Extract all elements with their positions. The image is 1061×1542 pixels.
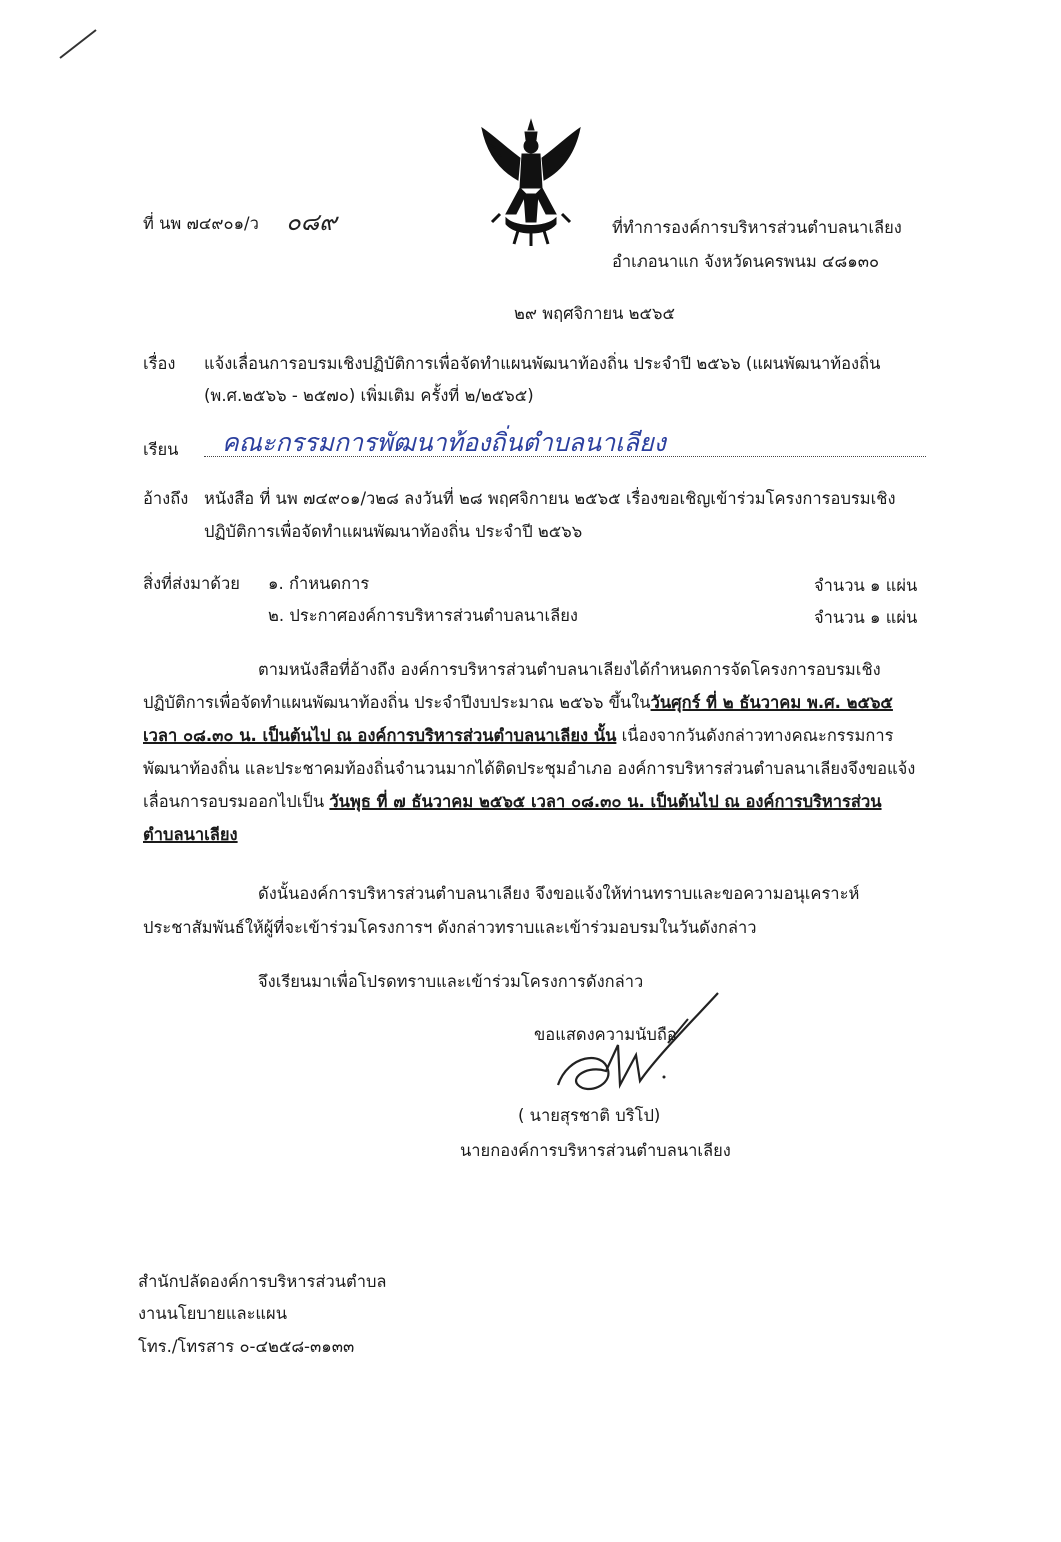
- subject-line2: (พ.ศ.๒๕๖๖ - ๒๕๗๐) เพิ่มเติม ครั้งที่ ๒/๒๕๖๕): [204, 386, 534, 405]
- enclosure-label: สิ่งที่ส่งมาด้วย: [143, 574, 240, 593]
- subject-line1: แจ้งเลื่อนการอบรมเชิงปฏิบัติการเพื่อจัดทำแผนพัฒนาท้องถิ่น ประจำปี ๒๕๖๖ (แผนพัฒนาท้องถิ่น: [204, 354, 881, 373]
- garuda-emblem-icon: [476, 118, 586, 248]
- closing-line: จึงเรียนมาเพื่อโปรดทราบและเข้าร่วมโครงการดังกล่าว: [258, 972, 644, 991]
- footer-department: สำนักปลัดองค์การบริหารส่วนตำบล: [138, 1272, 387, 1291]
- body1-line6: ตำบลนาเลียง: [143, 825, 238, 844]
- body1-line3-emphasis: เวลา ๐๘.๓๐ น. เป็นต้นไป ณ องค์การบริหารส่วนตำบลนาเลียง นั้น: [143, 726, 617, 745]
- enclosure-item-1: ๑. กำหนดการ: [268, 574, 370, 593]
- regards-line: ขอแสดงความนับถือ: [534, 1025, 677, 1044]
- subject-label: เรื่อง: [143, 354, 176, 373]
- body1-line3: [143, 719, 894, 752]
- document-date: ๒๙ พฤศจิกายน ๒๕๖๕: [514, 304, 675, 323]
- body1-line2-text: ปฏิบัติการเพื่อจัดทำแผนพัฒนาท้องถิ่น ประจำปีงบประมาณ ๒๕๖๖ ขึ้นใน: [143, 693, 651, 712]
- reference-line1: หนังสือ ที่ นพ ๗๔๙๐๑/ว๒๘ ลงวันที่ ๒๘ พฤศจิกายน ๒๕๖๕ เรื่องขอเชิญเข้าร่วมโครงการอบรมเชิง: [204, 489, 896, 508]
- signer-name: ( นายสุรชาติ บริโป): [518, 1106, 661, 1125]
- body2-line2: ประชาสัมพันธ์ให้ผู้ที่จะเข้าร่วมโครงการฯ ดังกล่าวทราบและเข้าร่วมอบรมในวันดังกล่าว: [143, 918, 757, 937]
- pen-mark: [58, 26, 118, 66]
- enclosure-item-2: ๒. ประกาศองค์การบริหารส่วนตำบลนาเลียง: [268, 606, 578, 625]
- body1-line4: พัฒนาท้องถิ่น และประชาคมท้องถิ่นจำนวนมากได้ติดประชุมอำเภอ องค์การบริหารส่วนตำบลนาเลียงจึงขอแจ้ง: [143, 759, 916, 778]
- recipient-handwritten: คณะกรรมการพัฒนาท้องถิ่นตำบลนาเลียง: [222, 428, 666, 457]
- body1-line2: [143, 686, 893, 719]
- body2-line1: ดังนั้นองค์การบริหารส่วนตำบลนาเลียง จึงขอแจ้งให้ท่านทราบและขอความอนุเคราะห์: [258, 884, 860, 903]
- signature-icon: [548, 985, 728, 1115]
- document-number-handwritten: ๐๘๙: [286, 208, 337, 236]
- recipient-dotted-line: [204, 456, 926, 457]
- enclosure-qty-1: จำนวน ๑ แผ่น: [814, 576, 918, 595]
- footer-phone: โทร./โทรสาร ๐-๔๒๕๘-๓๑๓๓: [138, 1337, 355, 1356]
- enclosure-qty-2: จำนวน ๑ แผ่น: [814, 608, 918, 627]
- office-address-line1: ที่ทำการองค์การบริหารส่วนตำบลนาเลียง: [612, 218, 902, 237]
- footer-section: งานนโยบายและแผน: [138, 1304, 288, 1323]
- body1-line5-text: เลื่อนการอบรมออกไปเป็น: [143, 792, 330, 811]
- body1-line1: ตามหนังสือที่อ้างถึง องค์การบริหารส่วนตำบลนาเลียงได้กำหนดการจัดโครงการอบรมเชิง: [258, 660, 881, 679]
- reference-line2: ปฏิบัติการเพื่อจัดทำแผนพัฒนาท้องถิ่น ประจำปี ๒๕๖๖: [204, 522, 583, 541]
- office-address-line2: อำเภอนาแก จังหวัดนครพนม ๔๘๑๓๐: [612, 252, 880, 271]
- signer-title: นายกองค์การบริหารส่วนตำบลนาเลียง: [460, 1141, 731, 1160]
- body1-line3-text: เนื่องจากวันดังกล่าวทางคณะกรรมการ: [616, 726, 894, 745]
- body1-line2-emphasis: วันศุกร์ ที่ ๒ ธันวาคม พ.ศ. ๒๕๖๕: [650, 693, 893, 712]
- body1-line5: [143, 785, 882, 818]
- reference-label: อ้างถึง: [143, 489, 189, 508]
- document-number: ที่ นพ ๗๔๙๐๑/ว: [143, 214, 259, 233]
- body1-line5-emphasis: วันพุธ ที่ ๗ ธันวาคม ๒๕๖๕ เวลา ๐๘.๓๐ น. เป็นต้นไป ณ องค์การบริหารส่วน: [329, 792, 882, 811]
- recipient-label: เรียน: [143, 440, 179, 459]
